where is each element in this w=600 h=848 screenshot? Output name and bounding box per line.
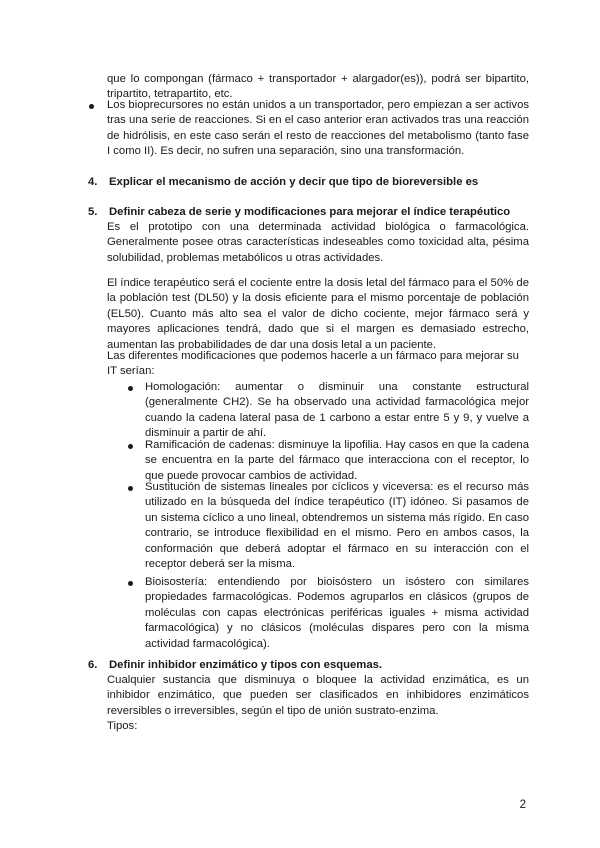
types-label: Tipos: <box>107 720 138 732</box>
section-4-heading <box>88 175 528 191</box>
page-number: 2 <box>519 799 526 811</box>
section-6-heading <box>88 658 528 674</box>
therapeutic-index-paragraph: El índice terapéutico será el cociente entre la dosis letal del fármaco para el 50% de la población test (DL50) y la dosis eficiente para el mismo porcentaje de población (EL50). Cuanto más alto sea el valor de dicho cociente, mejor fármaco será y mayores aplicaciones tendrá, dado que si el margen es demasiado estrecho, aumentan las probabilidades de dar una dosis letal a un paciente. <box>107 277 529 351</box>
section-number: 5. <box>88 206 98 218</box>
section-5-heading <box>88 205 528 221</box>
section-title: Definir cabeza de serie y modificaciones para mejorar el índice terapéutico <box>109 206 511 218</box>
section-number: 6. <box>88 659 98 671</box>
modifications-intro: Las diferentes modificaciones que podemos hacerle a un fármaco para mejorar su IT serían: <box>107 350 519 378</box>
section-title: Definir inhibidor enzimático y tipos con esquemas. <box>109 659 383 671</box>
section-number: 4. <box>88 176 98 188</box>
section-title: Explicar el mecanismo de acción y decir que tipo de bioreversible es <box>109 176 479 188</box>
bullet-icon <box>128 486 133 491</box>
bullet-icon <box>128 444 133 449</box>
modification-item: Homologación: aumentar o disminuir una constante estructural (generalmente CH2). Se ha observado una actividad farmacológica mejor cuando la cadena lateral pasa de 1 carbono a estar entre 5 y 9, y vuelve a disminuir a partir de ahí. <box>145 381 529 440</box>
modification-item: Ramificación de cadenas: disminuye la lipofilia. Hay casos en que la cadena se encuentra en la parte del fármaco que interacciona con el receptor, lo que puede provocar cambios de actividad. <box>145 439 529 482</box>
bullet-icon <box>128 386 133 391</box>
paragraph-continuation: que lo compongan (fármaco + transportador + alargador(es)), podrá ser bipartito, tripartito, tetrapartito, etc. <box>107 73 529 101</box>
bullet-icon <box>128 581 133 586</box>
bioprecursor-paragraph: Los bioprecursores no están unidos a un transportador, pero empiezan a ser activos tras una serie de reacciones. Si en el caso anterior eran activados tras una reacción de hidrólisis, en este caso serán el resto de reacciones del metabolismo (tanto fase I como II). Es decir, no sufren una separación, sino una transformación. <box>107 99 529 158</box>
bullet-icon <box>89 104 94 109</box>
modification-item: Sustitución de sistemas lineales por cíclicos y viceversa: es el recurso más utilizado en la búsqueda del índice terapéutico (IT) idóneo. Si pasamos de un sistema cíclico a uno lineal, obtendremos un sistema más rígido. En caso contrario, se introduce flexibilidad en el mismo. Pero en ambos casos, la conformación que deberá adoptar el fármaco en su interacción con el receptor deberá ser la misma. <box>145 481 529 571</box>
lead-compound-definition: Es el prototipo con una determinada actividad biológica o farmacológica. Generalmente posee otras características indeseables como toxicidad alta, pésima solubilidad, problemas metabólicos u otras actividades. <box>107 221 529 264</box>
modification-item: Bioisostería: entendiendo por bioisóstero un isóstero con similares propiedades farmacológicas. Podemos agruparlos en clásicos (grupos de moléculas con capas electrónicas periféricas iguales + misma actividad farmacológica) y no clásicos (moléculas dispares pero con la misma actividad farmacológica). <box>145 576 529 650</box>
enzyme-inhibitor-definition: Cualquier sustancia que disminuya o bloquee la actividad enzimática, es un inhibidor enzimático, que pueden ser clasificados en inhibidores enzimáticos reversibles o irreversibles, según el tipo de unión sustrato-enzima. <box>107 674 529 717</box>
